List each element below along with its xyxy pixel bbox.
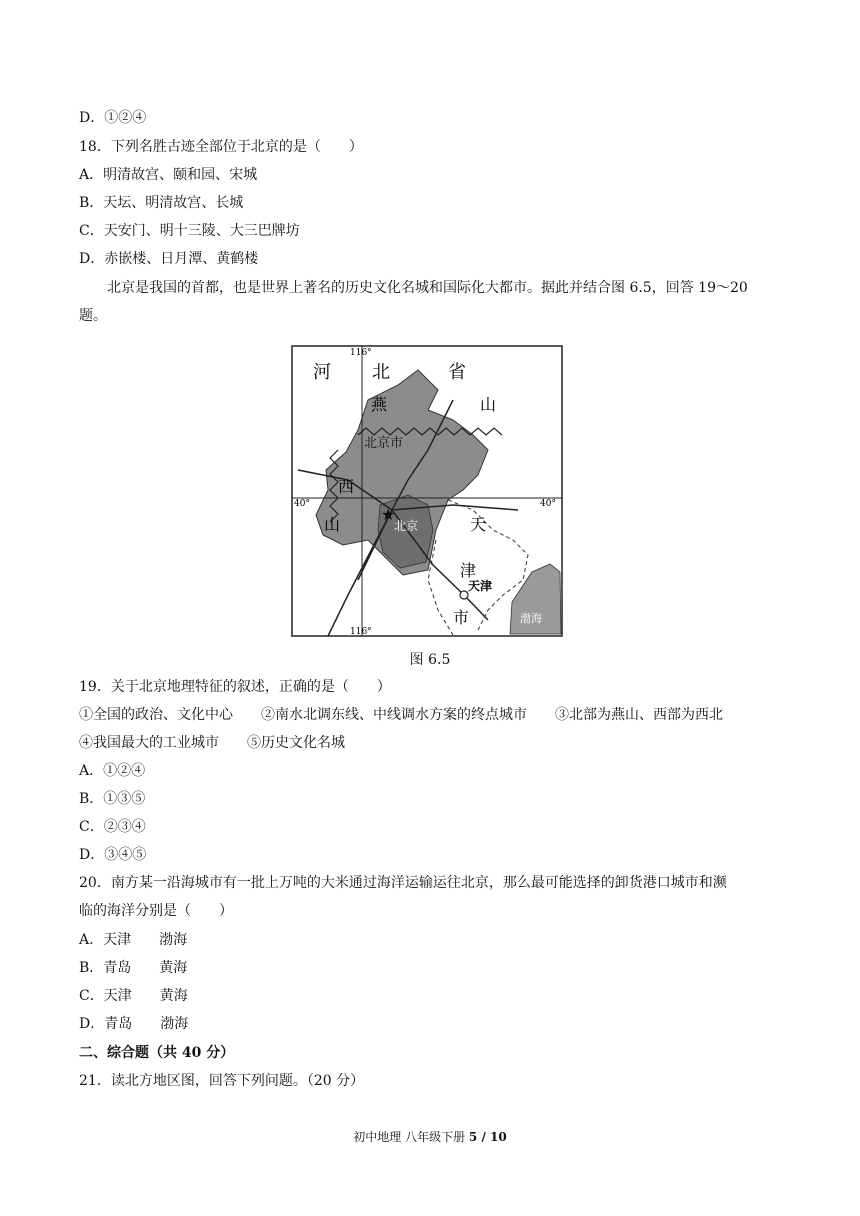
q19-statements-line-1: ①全国的政治、文化中心 ②南水北调东线、中线调水方案的终点城市 ③北部为燕山、西部为西北 — [79, 707, 723, 723]
q20-option-c: C．天津 黄海 — [79, 988, 188, 1004]
beijing-map-figure — [288, 340, 566, 640]
prev-option-d: D．①②④ — [79, 110, 147, 126]
label-bohai: 渤海 — [520, 612, 542, 625]
q19-stem: 19．关于北京地理特征的叙述，正确的是（ ） — [79, 679, 391, 695]
page-footer: 初中地理 八年级下册 5 / 10 — [353, 1130, 507, 1144]
label-bei: 北 — [372, 362, 390, 383]
q18-stem: 18．下列名胜古迹全部位于北京的是（ ） — [79, 139, 363, 155]
q18-option-a: A．明清故宫、颐和园、宋城 — [79, 167, 258, 183]
q20-option-b: B．青岛 黄海 — [79, 960, 188, 976]
q18-option-c: C．天安门、明十三陵、大三巴牌坊 — [79, 223, 300, 239]
q20-stem-line-2: 临的海洋分别是（ ） — [79, 903, 233, 919]
label-shi: 市 — [453, 608, 470, 627]
label-beijing: 北京 — [394, 519, 419, 533]
label-lat-left: 40° — [294, 499, 310, 509]
tianjin-marker — [460, 591, 468, 599]
label-beijingshi: 北京市 — [364, 436, 404, 451]
figure-caption: 图 6.5 — [409, 652, 451, 668]
q19-option-a: A．①②④ — [79, 763, 146, 779]
q20-stem-line-1: 20．南方某一沿海城市有一批上万吨的大米通过海洋运输运往北京，那么最可能选择的卸货港口城市和濒 — [79, 875, 727, 891]
section-2-heading: 二、综合题（共 40 分） — [79, 1045, 235, 1061]
label-xi: 西 — [338, 477, 355, 496]
q21-stem: 21．读北方地区图，回答下列问题。（20 分） — [79, 1073, 365, 1089]
passage-line-2: 题。 — [79, 308, 107, 324]
label-lon-bottom: 116° — [350, 627, 372, 637]
label-sheng: 省 — [448, 362, 466, 383]
beijing-map — [288, 340, 566, 640]
label-tianjin: 天津 — [468, 579, 493, 593]
beijing-star-icon: ★ — [381, 505, 396, 524]
q19-option-c: C．②③④ — [79, 819, 146, 835]
label-jin: 津 — [460, 561, 477, 580]
label-lon-top: 116° — [350, 348, 372, 358]
page-number: 5 / 10 — [468, 1130, 507, 1144]
label-yan: 燕 — [371, 395, 388, 414]
q19-statements-line-2: ④我国最大的工业城市 ⑤历史文化名城 — [79, 735, 345, 751]
q19-option-d: D．③④⑤ — [79, 847, 147, 863]
label-he: 河 — [313, 362, 331, 383]
q19-option-b: B．①③⑤ — [79, 791, 146, 807]
q18-option-b: B．天坛、明清故宫、长城 — [79, 195, 244, 211]
passage-line-1: 北京是我国的首都，也是世界上著名的历史文化名城和国际化大都市。据此并结合图 6.5，回答 19～20 — [107, 280, 748, 296]
label-shan-2: 山 — [324, 515, 341, 534]
label-shan-1: 山 — [480, 395, 497, 414]
q20-option-a: A．天津 渤海 — [79, 932, 188, 948]
q18-option-d: D．赤嵌楼、日月潭、黄鹤楼 — [79, 251, 259, 267]
q20-option-d: D．青岛 渤海 — [79, 1016, 189, 1032]
label-lat-right: 40° — [540, 499, 556, 509]
label-tian: 天 — [470, 515, 487, 534]
